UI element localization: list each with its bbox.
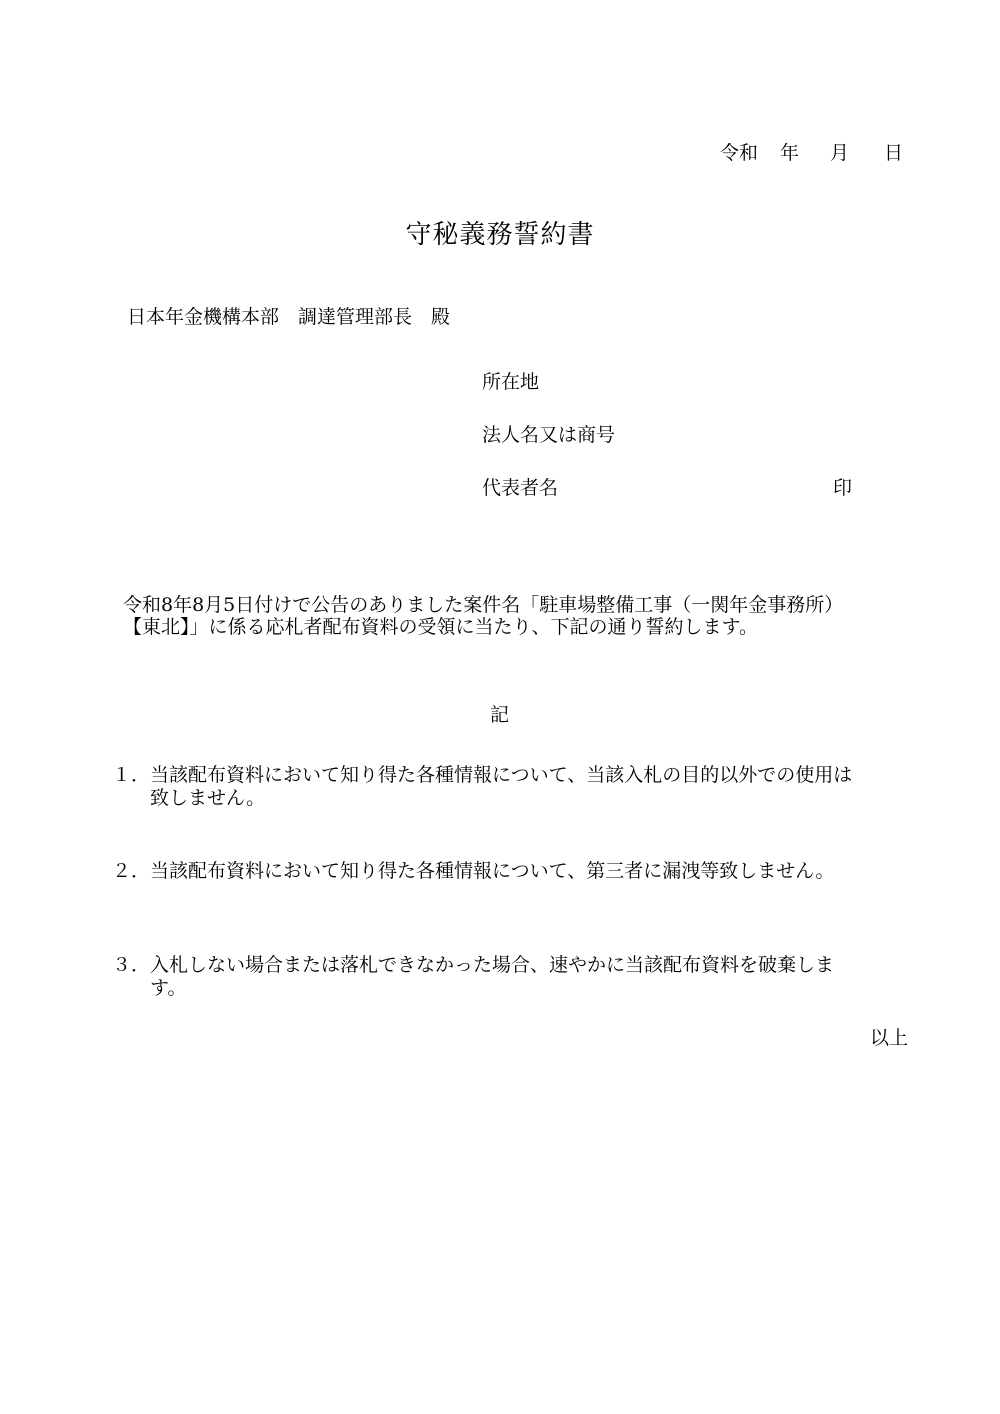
seal-mark: 印 xyxy=(833,477,853,499)
date-line xyxy=(720,142,903,164)
document-title: 守秘義務誓約書 xyxy=(405,220,595,250)
item-line: 当該配布資料において知り得た各種情報について、第三者に漏洩等致しません。 xyxy=(150,860,835,882)
item-line: す。 xyxy=(150,977,187,999)
date-month-unit: 月 xyxy=(830,142,850,164)
item-line: 入札しない場合または落札できなかった場合、速やかに当該配布資料を破棄しま xyxy=(150,954,835,976)
item-number: １． xyxy=(112,764,151,786)
addressee: 日本年金機構本部 調達管理部長 殿 xyxy=(127,306,451,328)
pledge-line: 【東北】」に係る応札者配布資料の受領に当たり、下記の通り誓約します。 xyxy=(123,616,758,638)
item-text xyxy=(150,860,910,883)
date-era: 令和 xyxy=(720,142,759,164)
date-year-unit: 年 xyxy=(780,142,800,164)
item-line: 致しません。 xyxy=(150,787,266,809)
representative-label: 代表者名 xyxy=(482,477,559,499)
ki-heading: 記 xyxy=(490,704,510,726)
item-number: ２． xyxy=(112,860,151,882)
item-line: 当該配布資料において知り得た各種情報について、当該入札の目的以外での使用は xyxy=(150,764,853,786)
item-text xyxy=(150,954,910,1000)
location-label: 所在地 xyxy=(482,371,540,393)
pledge-paragraph xyxy=(123,594,903,638)
item-number: ３． xyxy=(112,954,151,976)
pledge-line: 令和8年8月5日付けで公告のありました案件名「駐車場整備工事（一関年金事務所） xyxy=(123,594,844,616)
company-name-label: 法人名又は商号 xyxy=(482,424,616,446)
item-text xyxy=(150,764,910,810)
closing-remark: 以上 xyxy=(870,1027,909,1049)
date-day-unit: 日 xyxy=(884,142,904,164)
